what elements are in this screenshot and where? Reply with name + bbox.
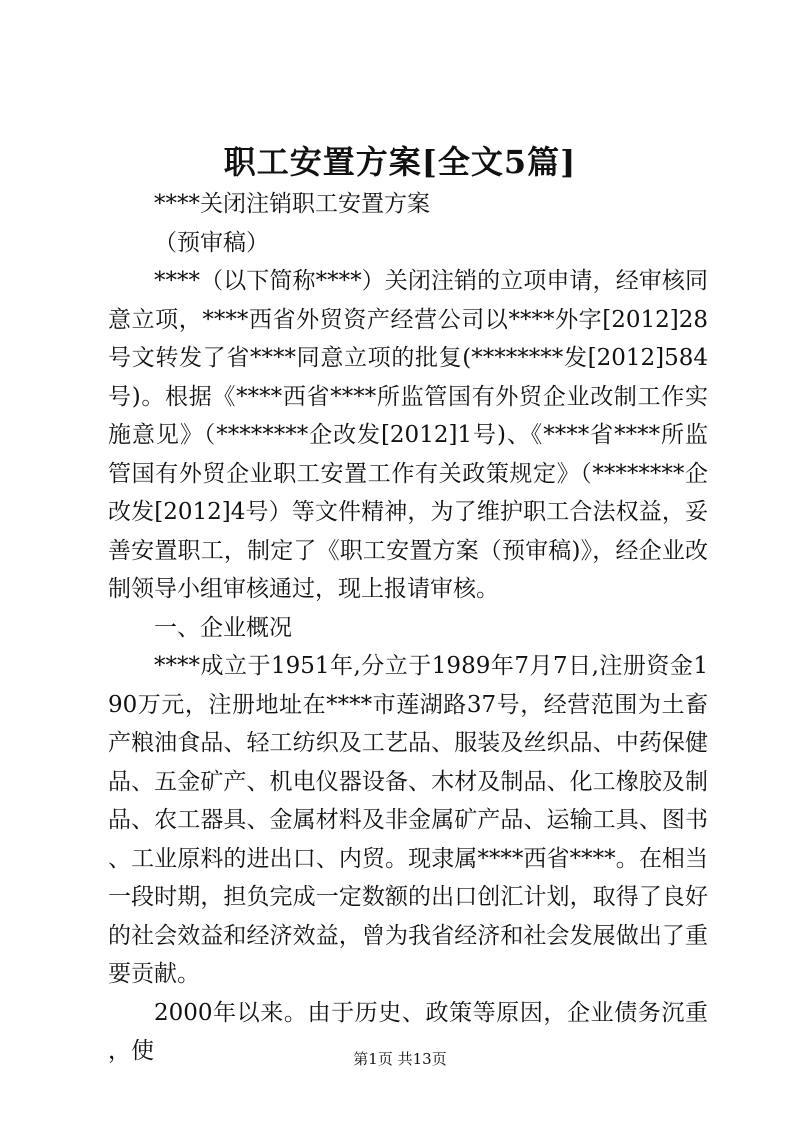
paragraph-heading: ****关闭注销职工安置方案	[154, 191, 430, 217]
paragraph-draft-note: （预审稿）	[154, 229, 269, 256]
paragraph-since-2000: 2000年以来。由于历史、政策等原因，企业债务沉重，使	[108, 999, 708, 1064]
paragraph-overview: ****成立于1951年,分立于1989年7月7日,注册资金190万元，注册地址在****市莲湖路37号，经营范围为土畜产粮油食品、轻工纺织及工艺品、服装及丝织品、中药保健品、五金矿产、机电仪器设备、木材及制品、化工橡胶及制品、农工器具、金属材料及非金属矿产品、运输工具、图书、工业原料的进出口、内贸。现隶属****西省****。在相当一段时期，担负完成一定数额的出口创汇计划，取得了良好的社会效益和经济效益，曾为我省经济和社会发展做出了重要贡献。	[108, 653, 708, 987]
paragraph-intro: ****（以下简称****）关闭注销的立项申请，经审核同意立项，****西省外贸资产经营公司以****外字[2012]28号文转发了省****同意立项的批复(********发[2012]584号)。根据《****西省****所监管国有外贸企业改制工作实施意见》（********企改发[2012]1号)、《****省****所监管国有外贸企业职工安置工作有关政策规定》（********企改发[2012]4号）等文件精神，为了维护职工合法权益，妥善安置职工，制定了《职工安置方案（预审稿)》，经企业改制领导小组审核通过，现上报请审核。	[108, 268, 708, 602]
page-footer: 第1页 共13页	[353, 1050, 447, 1068]
document-title: 职工安置方案[全文5篇]	[223, 143, 577, 181]
document-body	[108, 185, 708, 1071]
section-heading-overview: 一、企业概况	[154, 614, 292, 641]
